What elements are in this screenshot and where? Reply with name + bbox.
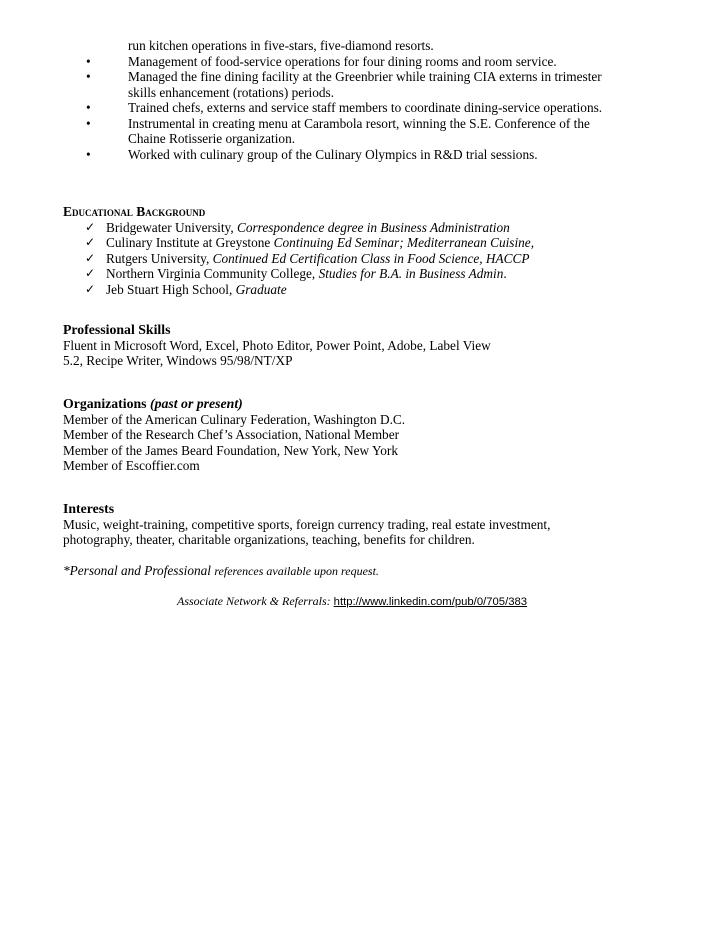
bullet-item [0, 116, 728, 132]
linkedin-link[interactable]: http://www.linkedin.com/pub/0/705/383 [333, 596, 528, 608]
education-school: Rutgers University, [106, 250, 213, 266]
bullet-item [0, 131, 728, 147]
education-item [63, 282, 683, 298]
checkmark-icon: ✓ [85, 266, 96, 280]
bullet-icon: • [86, 53, 91, 69]
bullet-icon: • [86, 146, 91, 162]
education-school: Northern Virginia Community College, [106, 266, 319, 281]
bullet-text: Trained chefs, externs and service staff members to coordinate dining-service operations. [128, 100, 603, 115]
bullet-text: Management of food-service operations for four dining rooms and room service. [128, 53, 557, 69]
education-detail-tail: . [503, 266, 507, 281]
checkmark-icon: ✓ [85, 250, 96, 265]
organization-item: Member of the James Beard Foundation, New York, New York [63, 442, 398, 458]
bullet-icon: • [86, 115, 91, 131]
bullet-text: Instrumental in creating menu at Carambola resort, winning the S.E. Conference of the [128, 115, 590, 131]
interests-heading: Interests [63, 501, 115, 516]
checkmark-icon: ✓ [85, 281, 96, 296]
skills-heading: Professional Skills [63, 322, 171, 337]
bullet-text: skills enhancement (rotations) periods. [128, 84, 335, 100]
network-referrals [177, 594, 527, 611]
bullet-item [0, 147, 728, 163]
education-detail: Continued Ed Certification Class in Food Science, HACCP [212, 250, 530, 266]
organization-item: Member of Escoffier.com [63, 458, 200, 473]
education-heading: Educational Background [63, 204, 206, 219]
bullet-continuation-text: run kitchen operations in five-stars, five-diamond resorts. [128, 38, 434, 53]
network-label: Associate Network & Referrals: [177, 594, 334, 608]
education-item [63, 251, 683, 267]
interests-section [63, 501, 683, 548]
skills-section [63, 322, 683, 369]
bullet-text: Chaine Rotisserie organization. [128, 131, 296, 146]
organizations-heading-text: Organizations [63, 396, 150, 411]
bullet-item [0, 69, 728, 85]
interests-line: photography, theater, charitable organizations, teaching, benefits for children. [63, 532, 475, 547]
interests-line: Music, weight-training, competitive sports, foreign currency trading, real estate investment, [63, 516, 551, 532]
education-school: Jeb Stuart High School, [106, 281, 236, 297]
bullet-continuation [0, 38, 728, 54]
organizations-heading-note: (past or present) [150, 396, 243, 411]
bullet-text: Worked with culinary group of the Culinary Olympics in R&D trial sessions. [128, 146, 538, 162]
organization-item: Member of the Research Chef’s Association, National Member [63, 427, 400, 442]
education-item [63, 235, 683, 251]
education-detail: Studies for B.A. in Business Admin [318, 266, 504, 281]
checkmark-icon: ✓ [85, 219, 96, 234]
education-list [63, 220, 683, 298]
education-school: Bridgewater University, [106, 219, 237, 235]
education-school: Culinary Institute at Greystone [106, 235, 274, 250]
experience-bullets [0, 38, 728, 162]
education-detail: Continuing Ed Seminar; Mediterranean Cuisine, [273, 235, 535, 250]
skills-line: Fluent in Microsoft Word, Excel, Photo Editor, Power Point, Adobe, Label View [63, 337, 491, 353]
references-lead: *Personal and Professional [63, 563, 215, 578]
education-item [63, 220, 683, 236]
bullet-icon: • [86, 100, 91, 115]
education-section [63, 204, 683, 297]
organization-item: Member of the American Culinary Federation, Washington D.C. [63, 411, 406, 427]
references-rest: references available upon request. [214, 564, 379, 578]
bullet-item [0, 85, 728, 101]
organizations-section [63, 396, 683, 474]
organizations-heading [63, 396, 683, 412]
references-note [63, 563, 379, 580]
bullet-item [0, 100, 728, 116]
bullet-icon: • [86, 69, 91, 84]
education-item [63, 266, 683, 282]
bullet-item [0, 54, 728, 70]
education-detail: Graduate [235, 281, 287, 297]
education-detail: Correspondence degree in Business Administration [236, 219, 510, 235]
checkmark-icon: ✓ [85, 235, 96, 249]
skills-line: 5.2, Recipe Writer, Windows 95/98/NT/XP [63, 353, 293, 368]
bullet-text: Managed the fine dining facility at the Greenbrier while training CIA externs in trimester [128, 69, 602, 84]
